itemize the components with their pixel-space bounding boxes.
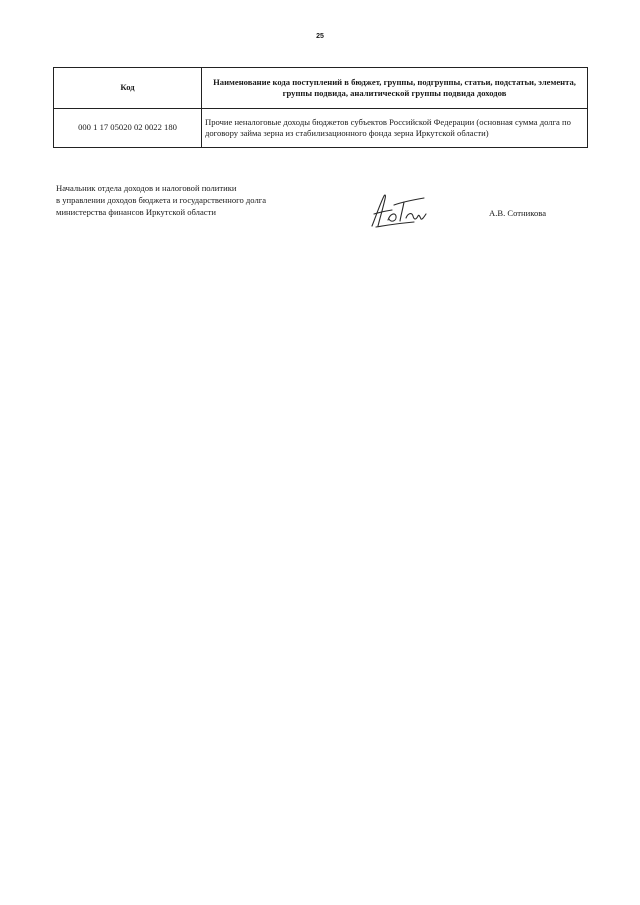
signatory-title-line: Начальник отдела доходов и налоговой политики (56, 183, 237, 193)
row-code-cell: 000 1 17 05020 02 0022 180 (54, 109, 202, 148)
signatory-title-line: в управлении доходов бюджета и государственного долга (56, 195, 267, 206)
handwritten-signature (368, 190, 428, 232)
row-name-cell: Прочие неналоговые доходы бюджетов субъектов Российской Федерации (основная сумма долга по договору займа зерна из стабилизационного фонда зерна Иркутской области) (202, 109, 588, 148)
signatory-title-line: министерства финансов Иркутской области (56, 207, 216, 218)
header-code: Код (54, 68, 202, 109)
header-name: Наименование кода поступлений в бюджет, группы, подгруппы, статьи, подстатьи, элемента, группы подвида, аналитической группы подвида доходов (202, 68, 588, 109)
table-header-row (54, 68, 588, 109)
revenue-codes-table (53, 67, 588, 148)
page-number: 25 (316, 33, 324, 40)
signatory-title (56, 182, 266, 218)
signer-name: А.В. Сотникова (489, 208, 547, 218)
table-row (54, 109, 588, 148)
